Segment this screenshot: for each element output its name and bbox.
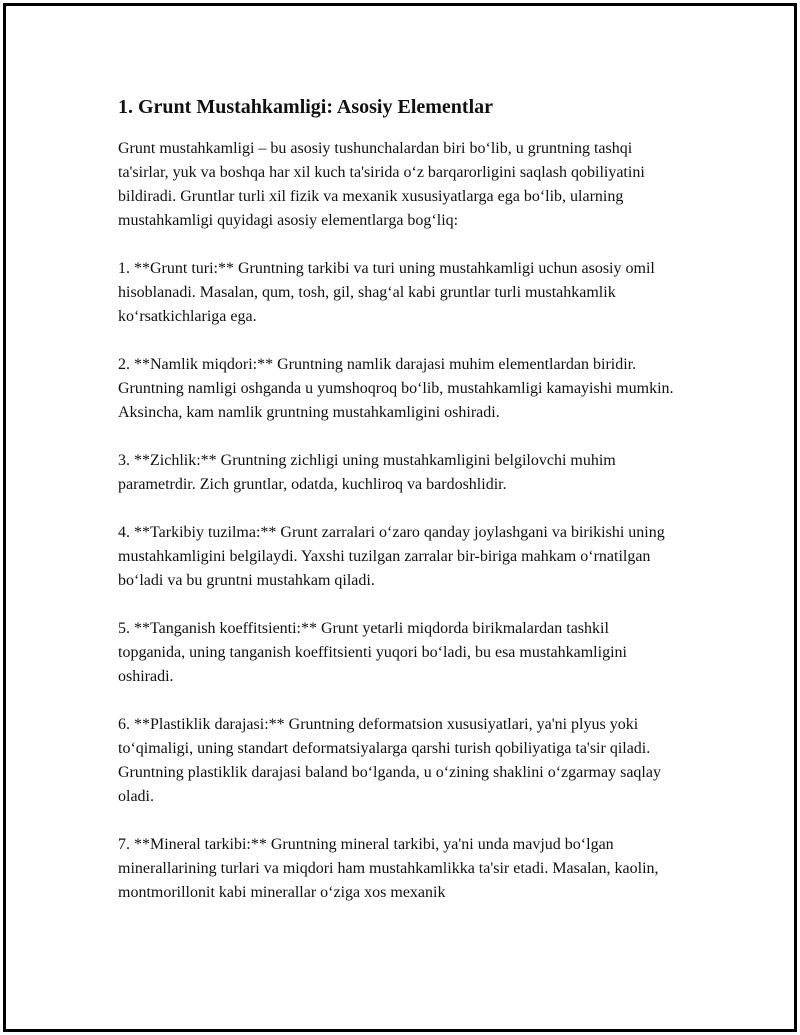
paragraph-tanganish-koeffitsienti: 5. **Tanganish koeffitsienti:** Grunt yetarli miqdorda birikmalardan tashkil topganida, uning tanganish koeffitsienti yuqori bo‘ladi, bu esa mustahkamligini oshiradi.	[118, 620, 627, 685]
paragraph-plastiklik-darajasi: 6. **Plastiklik darajasi:** Gruntning deformatsion xususiyatlari, ya'ni plyus yoki to‘qimaligi, uning standart deformatsiyalarga qarshi turish qobiliyatiga ta'sir qiladi. Gruntning plastiklik darajasi baland bo‘lganda, u o‘zining shaklini o‘zgarmay saqlay oladi.	[118, 716, 661, 805]
paragraph-grunt-turi: 1. **Grunt turi:** Gruntning tarkibi va turi uning mustahkamligi uchun asosiy omil hisoblanadi. Masalan, qum, tosh, gil, shag‘al kabi gruntlar turli mustahkamlik ko‘rsatkichlariga ega.	[118, 260, 655, 325]
paragraph-namlik-miqdori: 2. **Namlik miqdori:** Gruntning namlik darajasi muhim elementlardan biridir. Gruntning namligi oshganda u yumshoqroq bo‘lib, mustahkamligi kamayishi mumkin. Aksincha, kam namlik gruntning mustahkamligini oshiradi.	[118, 356, 674, 421]
paragraph-tarkibiy-tuzilma: 4. **Tarkibiy tuzilma:** Grunt zarralari o‘zaro qanday joylashgani va birikishi uning mustahkamligini belgilaydi. Yaxshi tuzilgan zarralar bir-biriga mahkam o‘rnatilgan bo‘ladi va bu gruntni mustahkam qiladi.	[118, 524, 665, 589]
intro-paragraph: Grunt mustahkamligi – bu asosiy tushunchalardan biri bo‘lib, u gruntning tashqi ta'sirlar, yuk va boshqa har xil kuch ta'sirida o‘z barqarorligini saqlash qobiliyatini bildiradi. Gruntlar turli xil fizik va mexanik xususiyatlarga ega bo‘lib, ularning mustahkamligi quyidagi asosiy elementlarga bog‘liq:	[118, 140, 645, 229]
document-title: 1. Grunt Mustahkamligi: Asosiy Elementlar	[118, 96, 494, 118]
paragraph-zichlik: 3. **Zichlik:** Gruntning zichligi uning mustahkamligini belgilovchi muhim parametrdir. Zich gruntlar, odatda, kuchliroq va bardoshlidir.	[118, 452, 616, 493]
document-body	[118, 93, 678, 929]
paragraph-mineral-tarkibi: 7. **Mineral tarkibi:** Gruntning mineral tarkibi, ya'ni unda mavjud bo‘lgan minerallarining turlari va miqdori ham mustahkamlikka ta'sir etadi. Masalan, kaolin, montmorillonit kabi minerallar o‘ziga xos mexanik	[118, 836, 659, 901]
